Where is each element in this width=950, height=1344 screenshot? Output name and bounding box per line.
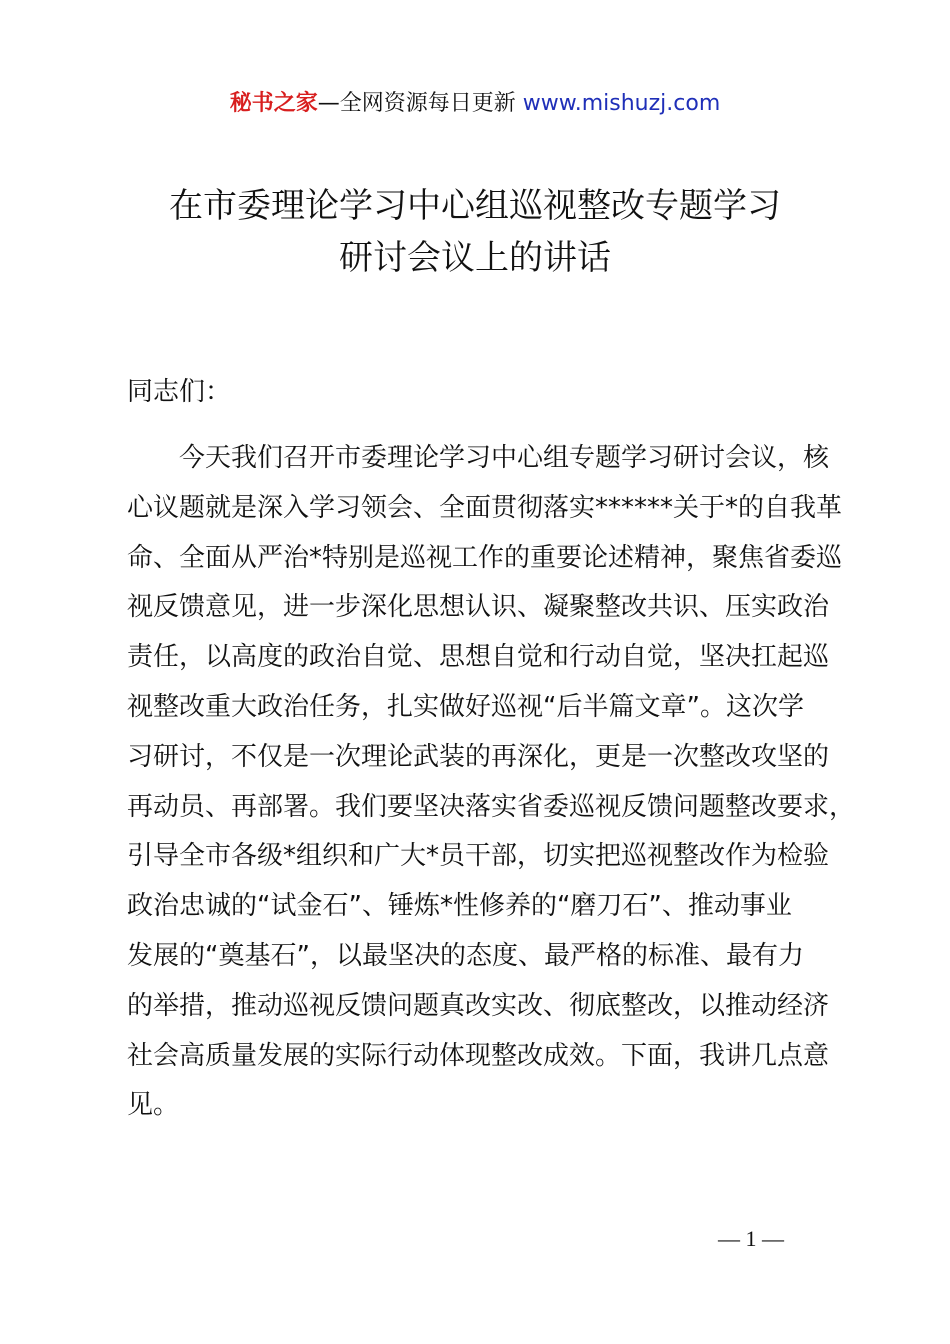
site-url-link[interactable]: www.mishuzj.com [522,91,721,116]
paragraph-line: 心议题就是深入学习领会、全面贯彻落实******关于*的自我革 [127,492,843,523]
paragraph-line: 命、全面从严治*特别是巡视工作的重要论述精神，聚焦省委巡 [127,542,843,573]
page-number: — 1 — [718,1226,784,1251]
paragraph-line: 责任，以高度的政治自觉、思想自觉和行动自觉，坚决扛起巡 [127,642,830,673]
paragraph-line: 引导全市各级*组织和广大*员干部，切实把巡视整改作为检验 [127,841,830,872]
paragraph-line: 社会高质量发展的实际行动体现整改成效。下面，我讲几点意 [127,1040,830,1071]
paragraph-line: 的举措，推动巡视反馈问题真改实改、彻底整改，以推动经济 [127,990,830,1021]
paragraph-line: 视反馈意见，进一步深化思想认识、凝聚整改共识、压实政治 [127,592,830,623]
header-tagline: —全网资源每日更新 [317,91,516,116]
paragraph-line: 见。 [127,1090,180,1121]
paragraph-line: 习研讨，不仅是一次理论武装的再深化，更是一次整改攻坚的 [127,741,830,772]
brand-name: 秘书之家 [229,91,318,116]
paragraph-line: 政治忠诚的“试金石”、锤炼*性修养的“磨刀石”、推动事业 [127,891,792,922]
paragraph-line: 发展的“奠基石”，以最坚决的态度、最严格的标准、最有力 [127,940,804,971]
salutation: 同志们： [127,377,232,407]
paragraph-line: 视整改重大政治任务，扎实做好巡视“后半篇文章”。这次学 [127,691,804,722]
paragraph-line: 再动员、再部署。我们要坚决落实省委巡视反馈问题整改要求， [127,791,856,822]
paragraph-line: 今天我们召开市委理论学习中心组专题学习研讨会议，核 [179,443,830,473]
site-header [0,88,950,120]
title-line-1: 在市委理论学习中心组巡视整改专题学习 [169,186,781,226]
body-paragraph [127,434,856,1131]
title-line-2: 研讨会议上的讲话 [339,238,611,278]
document-title [0,180,950,284]
